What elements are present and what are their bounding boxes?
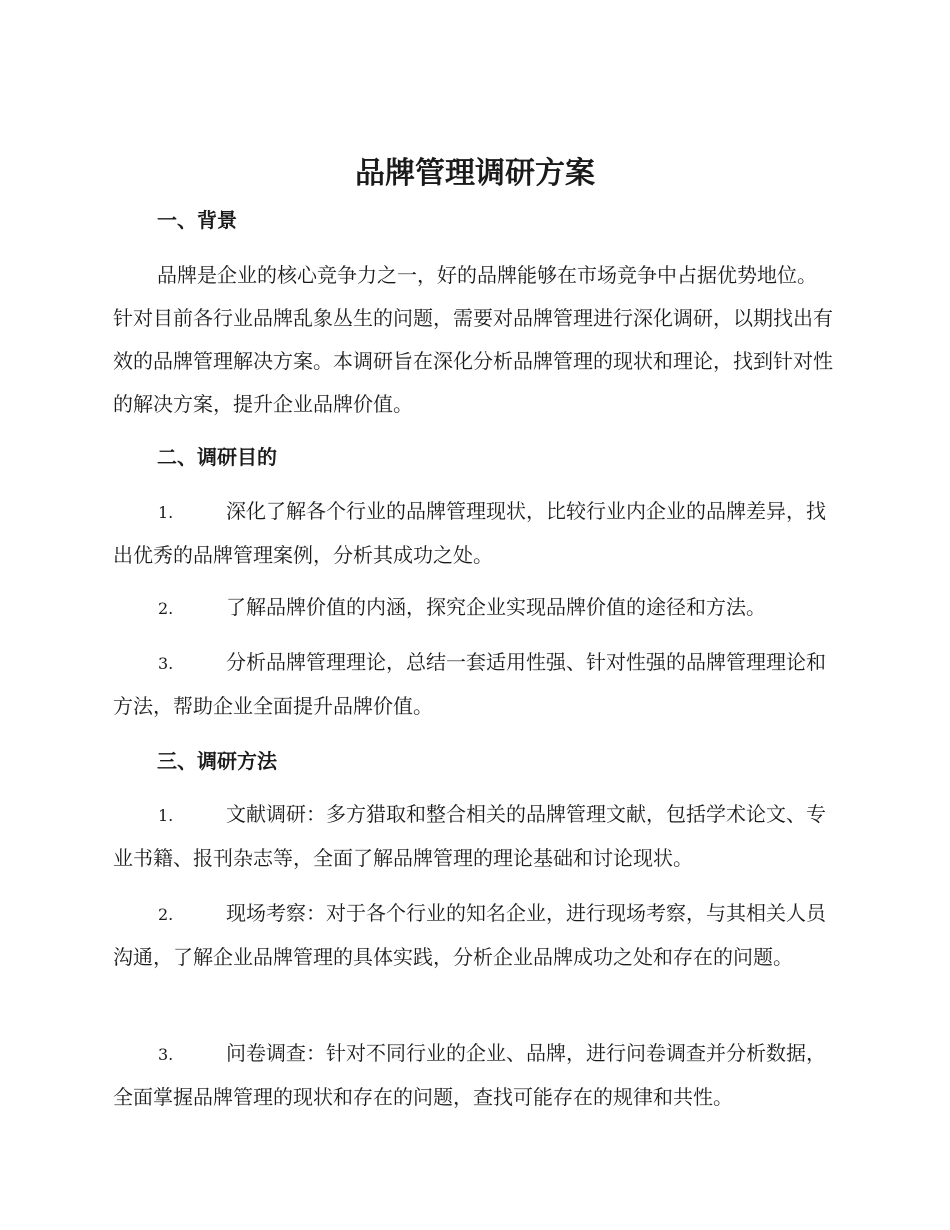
- purpose-item: [113, 586, 835, 630]
- method-item: [113, 892, 835, 979]
- list-number: 1.: [158, 503, 174, 522]
- list-number: 2.: [158, 905, 174, 924]
- purpose-item: [113, 641, 835, 728]
- method-item: [113, 1032, 835, 1119]
- page-title: 品牌管理调研方案: [355, 156, 595, 191]
- list-number: 1.: [158, 806, 174, 825]
- purpose-item: [113, 490, 835, 577]
- section-heading-purpose: 二、调研目的: [157, 445, 277, 469]
- background-paragraph: [113, 254, 835, 426]
- list-number: 3.: [158, 654, 174, 673]
- list-item-text: 分析品牌管理理论，总结一套适用性强、针对性强的品牌管理理论和方法，帮助企业全面提升品牌价值。: [113, 650, 826, 718]
- list-item-text: 了解品牌价值的内涵，探究企业实现品牌价值的途径和方法。: [226, 595, 766, 619]
- list-item-text: 问卷调查：针对不同行业的企业、品牌，进行问卷调查并分析数据，全面掌握品牌管理的现状和存在的问题，查找可能存在的规律和共性。: [113, 1041, 826, 1109]
- list-item-text: 深化了解各个行业的品牌管理现状，比较行业内企业的品牌差异，找出优秀的品牌管理案例，分析其成功之处。: [113, 499, 826, 567]
- method-item: [113, 793, 835, 880]
- section-heading-background: 一、背景: [157, 208, 237, 232]
- list-item-text: 现场考察：对于各个行业的知名企业，进行现场考察，与其相关人员沟通，了解企业品牌管理的具体实践，分析企业品牌成功之处和存在的问题。: [113, 901, 826, 969]
- list-number: 3.: [158, 1045, 174, 1064]
- list-number: 2.: [158, 599, 174, 618]
- background-paragraph-text: 品牌是企业的核心竞争力之一，好的品牌能够在市场竞争中占据优势地位。针对目前各行业品牌乱象丛生的问题，需要对品牌管理进行深化调研，以期找出有效的品牌管理解决方案。本调研旨在深化分析品牌管理的现状和理论，找到针对性的解决方案，提升企业品牌价值。: [113, 263, 833, 416]
- section-heading-methods: 三、调研方法: [157, 749, 277, 773]
- list-item-text: 文献调研：多方猎取和整合相关的品牌管理文献，包括学术论文、专业书籍、报刊杂志等，全面了解品牌管理的理论基础和讨论现状。: [113, 802, 826, 870]
